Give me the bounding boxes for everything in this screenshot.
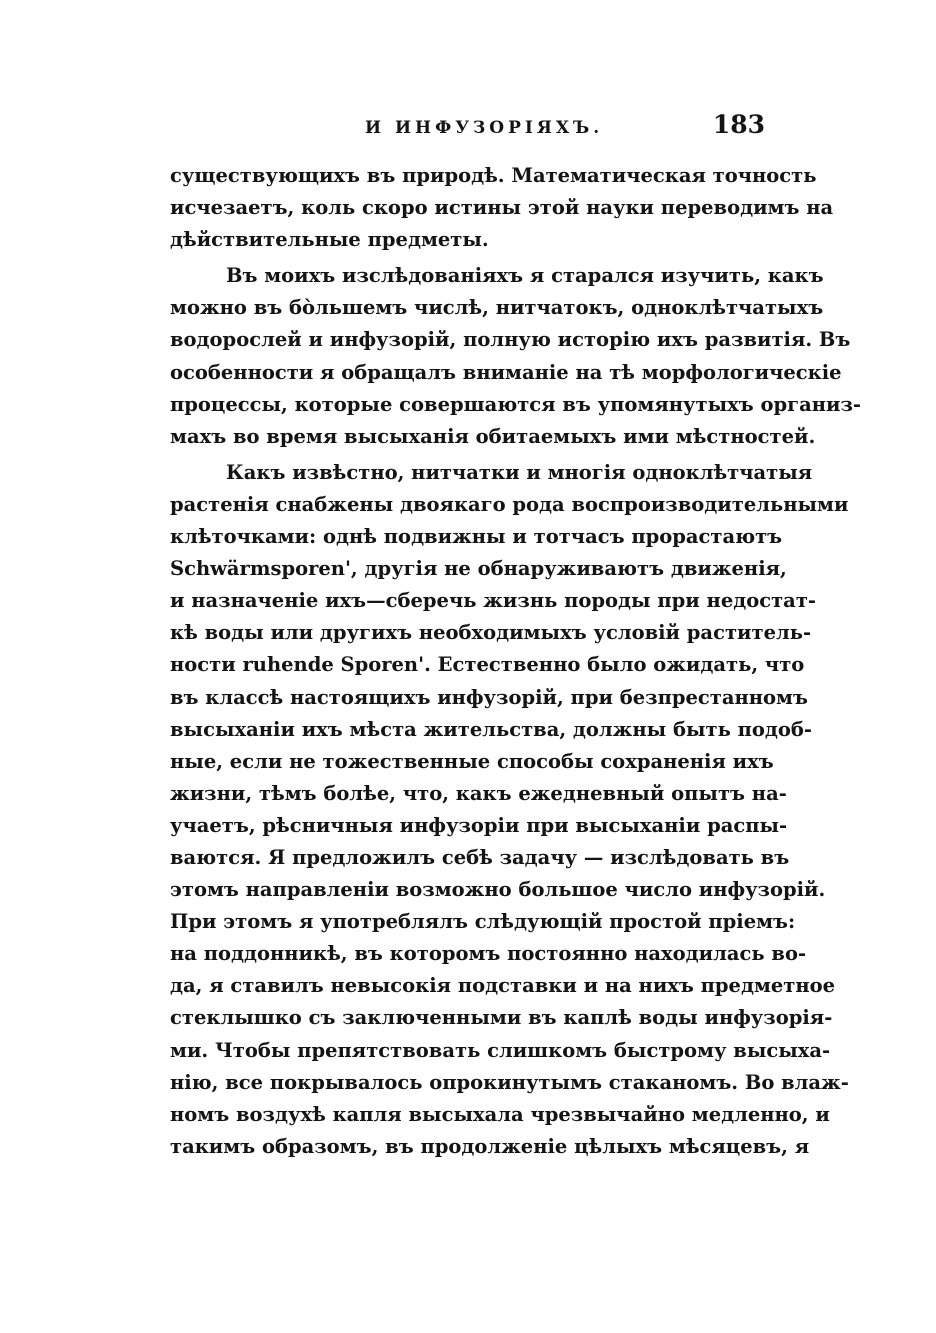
text-line: При этомъ я употреблялъ слѣдующій простой пріемъ: <box>170 910 796 934</box>
paragraph-2 <box>170 260 862 453</box>
text-line: такимъ образомъ, въ продолженіе цѣлыхъ мѣсяцевъ, я <box>170 1134 810 1158</box>
text-line: и назначеніе ихъ—сберечь жизнь породы при недостат- <box>170 589 816 613</box>
paragraph-3 <box>170 457 849 1163</box>
paragraph-1 <box>170 160 834 256</box>
text-line: Schwärmsporen', другія не обнаруживаютъ движенія, <box>170 557 787 581</box>
text-line: исчезаетъ, коль скоро истины этой науки переводимъ на <box>170 196 834 220</box>
text-line: ности ruhende Sporen'. Естественно было ожидать, что <box>170 653 805 677</box>
text-line: жизни, тѣмъ болѣе, что, какъ ежедневный опытъ на- <box>170 781 787 805</box>
text-line: Въ моихъ изслѣдованіяхъ я старался изучить, какъ <box>226 264 824 288</box>
page-number: 183 <box>712 110 765 139</box>
text-line: существующихъ въ природѣ. Математическая точность <box>170 164 817 187</box>
text-line: высыханіи ихъ мѣста жительства, должны быть подоб- <box>170 717 813 741</box>
text-line: стеклышко съ заключенными въ каплѣ воды инфузорія- <box>170 1006 833 1030</box>
text-line: растенія снабжены двоякаго рода воспроизводительными <box>170 492 849 516</box>
text-line: номъ воздухѣ капля высыхала чрезвычайно медленно, и <box>170 1102 830 1126</box>
text-line: дѣйствительные предметы. <box>170 228 489 252</box>
running-title: И ИНФУЗОРІЯХЪ. <box>365 118 604 138</box>
text-line: махъ во время высыханія обитаемыхъ ими мѣстностей. <box>170 424 816 448</box>
text-line: особенности я обращалъ вниманіе на тѣ морфологическіе <box>170 360 842 384</box>
text-line: на поддонникѣ, въ которомъ постоянно находилась во- <box>170 942 807 966</box>
text-line: ные, если не тожественные способы сохраненія ихъ <box>170 749 774 773</box>
text-line: кѣ воды или другихъ необходимыхъ условій раститель- <box>170 621 812 645</box>
body-text <box>170 160 862 1163</box>
text-line: да, я ставилъ невысокія подставки и на нихъ предметное <box>170 974 836 998</box>
text-line: въ классѣ настоящихъ инфузорій, при безпрестанномъ <box>170 685 808 709</box>
text-line: учаетъ, рѣсничныя инфузоріи при высыханіи распы- <box>170 813 788 837</box>
text-line: ваются. Я предложилъ себѣ задачу — изслѣдовать въ <box>170 845 790 869</box>
text-line: можно въ бо̀льшемъ числѣ, нитчатокъ, одноклѣтчатыхъ <box>170 296 824 320</box>
text-line: процессы, которые совершаются въ упомянутыхъ организ- <box>170 392 862 416</box>
text-line: Какъ извѣстно, нитчатки и многія одноклѣтчатыя <box>226 460 813 484</box>
text-line: водорослей и инфузорій, полную исторію ихъ развитія. Въ <box>170 328 851 352</box>
running-head <box>170 110 770 150</box>
text-line: этомъ направленіи возможно большое число инфузорій. <box>170 878 826 902</box>
text-line: нію, все покрывалось опрокинутымъ стаканомъ. Во влаж- <box>170 1070 849 1094</box>
text-line: ми. Чтобы препятствовать слишкомъ быстрому высыха- <box>170 1038 831 1062</box>
text-line: клѣточками: однѣ подвижны и тотчасъ прорастаютъ <box>170 525 783 549</box>
